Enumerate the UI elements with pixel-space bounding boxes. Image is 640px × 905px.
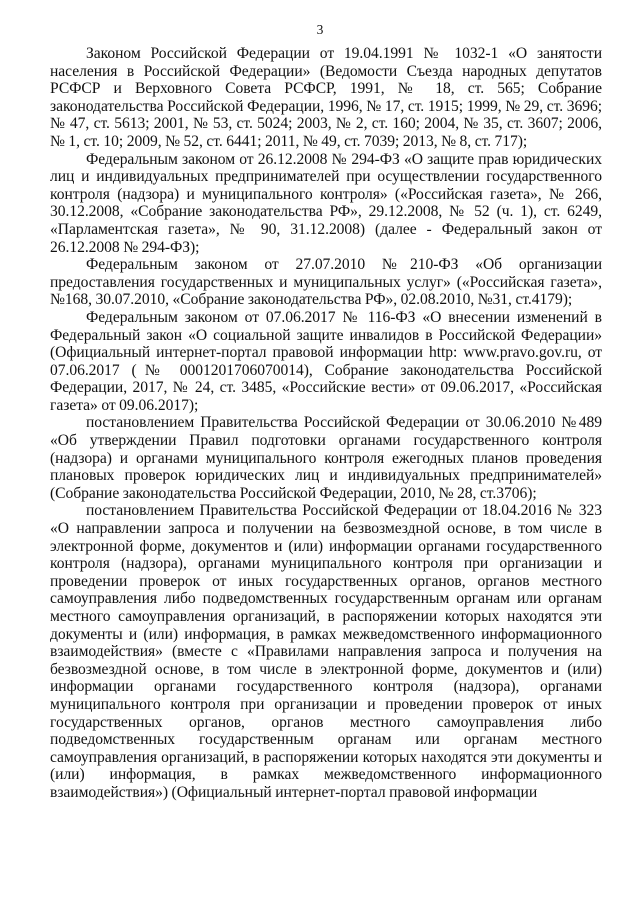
document-body	[50, 45, 602, 802]
paragraph-resolution-489: постановлением Правительства Российской Федерации от 30.06.2010 №489 «Об утверждении Правил подготовки органами государственного контроля (надзора) и органами муниципального контроля ежегодных планов проведения плановых проверок юридических лиц и индивидуальных предпринимателей» (Собрание законодательства Российской Федерации, 2010, № 28, ст.3706);	[50, 414, 602, 502]
paragraph-resolution-323: постановлением Правительства Российской Федерации от 18.04.2016 № 323 «О направлении запроса и получении на безвозмездной основе, в том числе в электронной форме, документов и (или) информации органами государственного контроля (надзора), органами муниципального контроля при организации и проведении проверок от иных государственных органов, органов местного самоуправления либо подведомственных государственным органам или органам местного самоуправления организаций, в распоряжении которых находятся эти документы и (или) информация, в рамках межведомственного информационного взаимодействия» (вместе с «Правилами направления запроса и получения на безвозмездной основе, в том числе в электронной форме, документов и (или) информации органами государственного контроля (надзора), органами муниципального контроля при организации и проведении проверок от иных государственных органов, органов местного самоуправления либо подведомственных государственным органам или органам местного самоуправления организаций, в распоряжении которых находятся эти документы и (или) информация, в рамках межведомственного информационного взаимодействия») (Официальный интернет-портал правовой информации	[50, 502, 602, 801]
paragraph-294-fz: Федеральным законом от 26.12.2008 № 294-ФЗ «О защите прав юридических лиц и индивидуальных предпринимателей при осуществлении государственного контроля (надзора) и муниципального контроля» («Российская газета», № 266, 30.12.2008, «Собрание законодательства РФ», 29.12.2008, № 52 (ч. 1), ст. 6249, «Парламентская газета», № 90, 31.12.2008) (далее - Федеральный закон от 26.12.2008 № 294-ФЗ);	[50, 150, 602, 256]
page-number: 3	[316, 22, 324, 37]
paragraph-116-fz: Федеральным законом от 07.06.2017 № 116-ФЗ «О внесении изменений в Федеральный закон «О социальной защите инвалидов в Российской Федерации» (Официальный интернет-портал правовой информации http: www.pravo.gov.ru, от 07.06.2017 (№ 0001201706070014), Собрание законодательства Российской Федерации, 2017, № 24, ст. 3485, «Российские вести» от 09.06.2017, «Российская газета» от 09.06.2017);	[50, 308, 602, 414]
paragraph-employment-law: Законом Российской Федерации от 19.04.1991 № 1032-1 «О занятости населения в Российской Федерации» (Ведомости Съезда народных депутатов РСФСР и Верховного Совета РСФСР, 1991, № 18, ст. 565; Собрание законодательства Российской Федерации, 1996, № 17, ст. 1915; 1999, № 29, ст. 3696; № 47, ст. 5613; 2001, № 53, ст. 5024; 2003, № 2, ст. 160; 2004, № 35, ст. 3607; 2006, № 1, ст. 10; 2009, № 52, ст. 6441; 2011, № 49, ст. 7039; 2013, № 8, ст. 717);	[50, 45, 602, 150]
paragraph-210-fz: Федеральным законом от 27.07.2010 №210-ФЗ «Об организации предоставления государственных и муниципальных услуг» («Российская газета», №168, 30.07.2010, «Собрание законодательства РФ», 02.08.2010, №31, ст.4179);	[50, 256, 602, 309]
